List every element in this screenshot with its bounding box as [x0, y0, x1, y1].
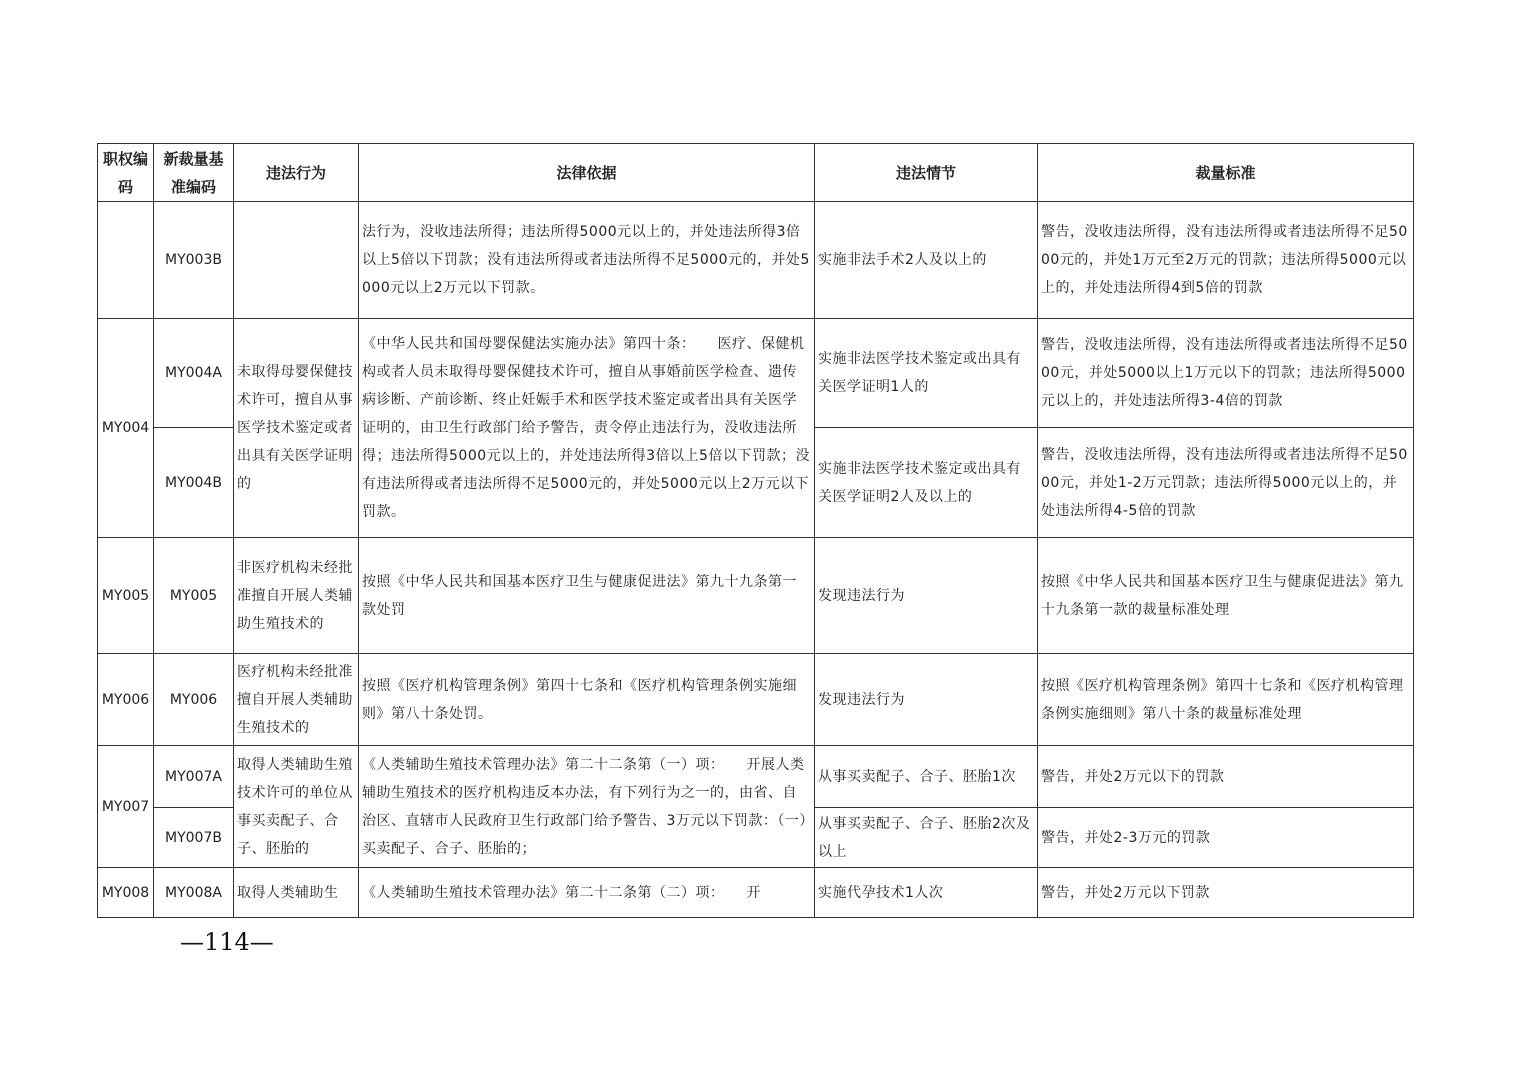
- legal-basis-cell: 按照《中华人民共和国基本医疗卫生与健康促进法》第九十九条第一款处罚: [359, 538, 815, 654]
- standard-code-cell: MY004A: [154, 319, 234, 428]
- circumstance-cell: 实施非法手术2人及以上的: [815, 202, 1038, 319]
- table-row: [98, 202, 1414, 319]
- violation-cell: 医疗机构未经批准擅自开展人类辅助生殖技术的: [234, 654, 359, 746]
- standard-cell: 警告，没收违法所得，没有违法所得或者违法所得不足5000元，并处5000以上1万元以下的罚款；违法所得5000元以上的，并处违法所得3-4倍的罚款: [1038, 319, 1414, 428]
- table-row: [98, 538, 1414, 654]
- table-row: [98, 319, 1414, 428]
- standard-cell: 按照《中华人民共和国基本医疗卫生与健康促进法》第九十九条第一款的裁量标准处理: [1038, 538, 1414, 654]
- circumstance-cell: 从事买卖配子、合子、胚胎1次: [815, 746, 1038, 808]
- violation-cell: [234, 202, 359, 319]
- circumstance-cell: 发现违法行为: [815, 654, 1038, 746]
- standard-code-cell: MY003B: [154, 202, 234, 319]
- standard-cell: 警告，并处2万元以下的罚款: [1038, 746, 1414, 808]
- circumstance-cell: 实施非法医学技术鉴定或出具有关医学证明1人的: [815, 319, 1038, 428]
- authority-code-cell: MY008: [98, 868, 154, 918]
- standard-code-cell: MY007A: [154, 746, 234, 808]
- violation-cell: 取得人类辅助生殖技术许可的单位从事买卖配子、合子、胚胎的: [234, 746, 359, 868]
- authority-code-cell: [98, 202, 154, 319]
- circumstance-cell: 实施非法医学技术鉴定或出具有关医学证明2人及以上的: [815, 428, 1038, 538]
- standard-code-cell: MY004B: [154, 428, 234, 538]
- page-number: —114—: [180, 928, 274, 956]
- header-legal-basis: 法律依据: [359, 144, 815, 202]
- standard-code-cell: MY007B: [154, 808, 234, 868]
- header-new-standard-code: 新裁量基准编码: [154, 144, 234, 202]
- standard-cell: 警告，没收违法所得，没有违法所得或者违法所得不足5000元的，并处1万元至2万元的罚款；违法所得5000元以上的，并处违法所得4到5倍的罚款: [1038, 202, 1414, 319]
- header-authority-code: 职权编码: [98, 144, 154, 202]
- standard-code-cell: MY008A: [154, 868, 234, 918]
- table-row: [98, 868, 1414, 918]
- violation-cell: 未取得母婴保健技术许可，擅自从事医学技术鉴定或者出具有关医学证明的: [234, 319, 359, 538]
- authority-code-cell: MY007: [98, 746, 154, 868]
- circumstance-cell: 从事买卖配子、合子、胚胎2次及以上: [815, 808, 1038, 868]
- legal-basis-cell: 按照《医疗机构管理条例》第四十七条和《医疗机构管理条例实施细则》第八十条处罚。: [359, 654, 815, 746]
- authority-code-cell: MY005: [98, 538, 154, 654]
- standard-cell: 警告，并处2-3万元的罚款: [1038, 808, 1414, 868]
- legal-basis-cell: 法行为，没收违法所得；违法所得5000元以上的，并处违法所得3倍以上5倍以下罚款；没有违法所得或者违法所得不足5000元的，并处5000元以上2万元以下罚款。: [359, 202, 815, 319]
- table-row: [98, 746, 1414, 808]
- circumstance-cell: 发现违法行为: [815, 538, 1038, 654]
- authority-code-cell: MY006: [98, 654, 154, 746]
- header-standard: 裁量标准: [1038, 144, 1414, 202]
- standard-cell: 警告，并处2万元以下罚款: [1038, 868, 1414, 918]
- violation-cell: 取得人类辅助生: [234, 868, 359, 918]
- circumstance-cell: 实施代孕技术1人次: [815, 868, 1038, 918]
- standard-cell: 按照《医疗机构管理条例》第四十七条和《医疗机构管理条例实施细则》第八十条的裁量标准处理: [1038, 654, 1414, 746]
- violation-cell: 非医疗机构未经批准擅自开展人类辅助生殖技术的: [234, 538, 359, 654]
- discretion-table: [97, 143, 1414, 918]
- header-violation: 违法行为: [234, 144, 359, 202]
- legal-basis-cell: 《中华人民共和国母婴保健法实施办法》第四十条： 医疗、保健机构或者人员未取得母婴保健技术许可，擅自从事婚前医学检查、遗传病诊断、产前诊断、终止妊娠手术和医学技术鉴定或者出具有关医学证明的，由卫生行政部门给予警告，责令停止违法行为，没收违法所得；违法所得5000元以上的，并处违法所得3倍以上5倍以下罚款；没有违法所得或者违法所得不足5000元的，并处5000元以上2万元以下罚款。: [359, 319, 815, 538]
- header-circumstance: 违法情节: [815, 144, 1038, 202]
- standard-code-cell: MY006: [154, 654, 234, 746]
- header-row: [98, 144, 1414, 202]
- standard-cell: 警告，没收违法所得，没有违法所得或者违法所得不足5000元，并处1-2万元罚款；违法所得5000元以上的，并处违法所得4-5倍的罚款: [1038, 428, 1414, 538]
- standard-code-cell: MY005: [154, 538, 234, 654]
- table-row: [98, 654, 1414, 746]
- authority-code-cell: MY004: [98, 319, 154, 538]
- legal-basis-cell: 《人类辅助生殖技术管理办法》第二十二条第（二）项： 开: [359, 868, 815, 918]
- legal-basis-cell: 《人类辅助生殖技术管理办法》第二十二条第（一）项： 开展人类辅助生殖技术的医疗机构违反本办法，有下列行为之一的，由省、自治区、直辖市人民政府卫生行政部门给予警告、3万元以下罚款：（一）买卖配子、合子、胚胎的；: [359, 746, 815, 868]
